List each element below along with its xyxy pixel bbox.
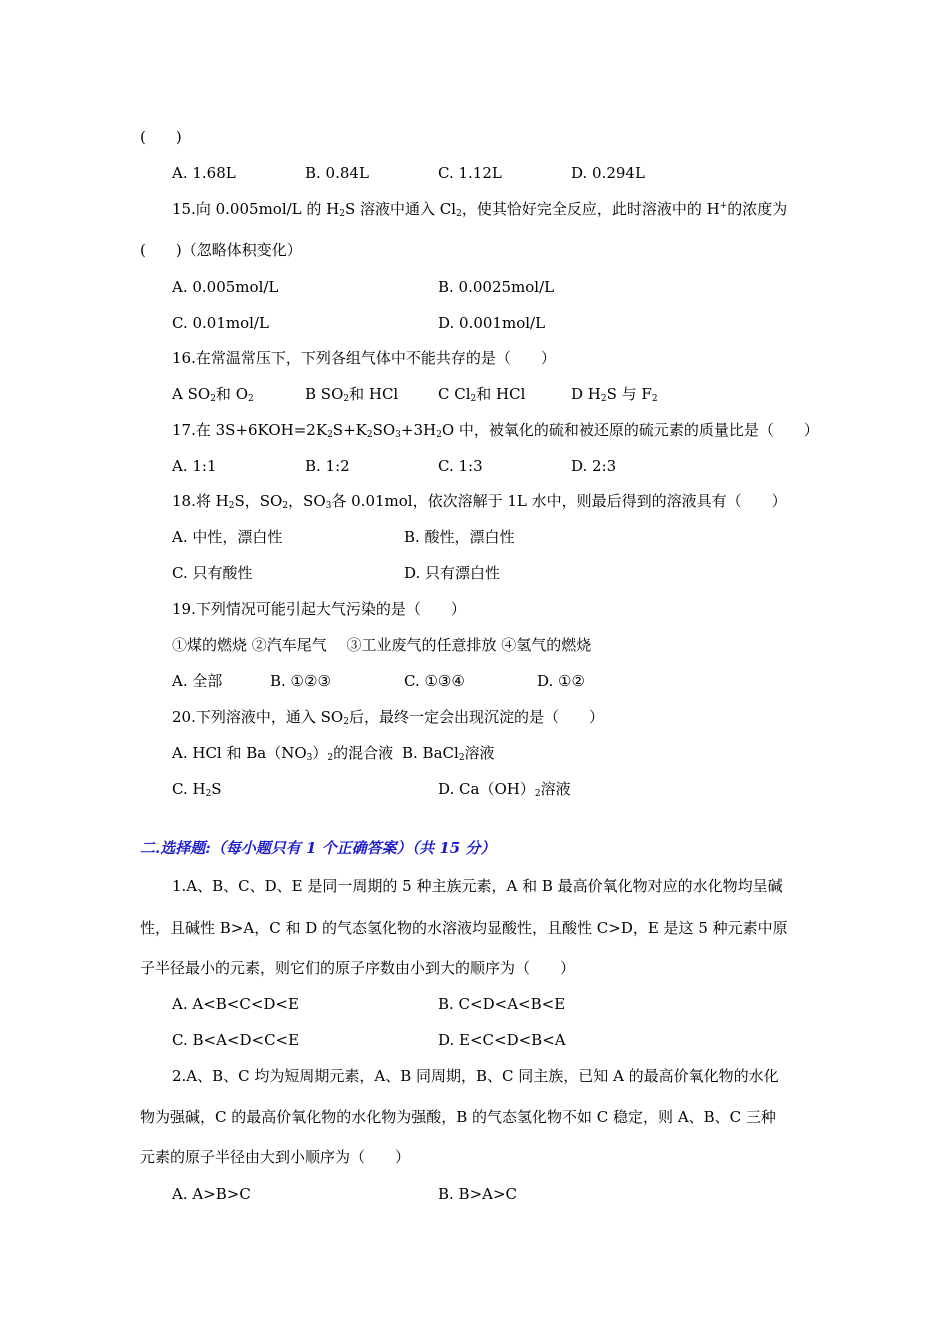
q19-option-c: C. ①③④ xyxy=(404,672,465,690)
q19-stem: 19.下列情况可能引起大气污染的是（ ） xyxy=(172,600,466,618)
q17-stem: 17.在 $3S+6KOH=2K_2S+K_2SO_3+3H_2O$ 中，被氧化的硫和被还原的硫元素的质量比是（ ） xyxy=(172,421,819,440)
q20-option-a: A. HCl 和 $Ba(NO_3)_2$的混合液 xyxy=(172,744,394,763)
s2-q2-option-a: A. A>B>C xyxy=(172,1185,251,1203)
q15-option-d: D. 0.001mol/L xyxy=(438,314,546,332)
q16-option-d: D $H_2S$ 与 $F_2$ xyxy=(571,385,658,404)
s2-q1-option-c: C. B<A<D<C<E xyxy=(172,1031,300,1049)
q17-option-b: B. 1:2 xyxy=(305,457,350,475)
s2-q2-line3: 元素的原子半径由大到小顺序为（ ） xyxy=(140,1148,411,1166)
q17-option-a: A. 1:1 xyxy=(172,457,217,475)
q17-option-c: C. 1:3 xyxy=(438,457,483,475)
q19-option-d: D. ①② xyxy=(537,672,585,690)
s2-q2-line1: 2.A、B、C 均为短周期元素，A、B 同周期，B、C 同主族，已知 A 的最高价氧化物的水化 xyxy=(172,1067,779,1085)
q15-option-a: A. 0.005mol/L xyxy=(172,278,279,296)
q14-answer-blank: ( ) xyxy=(140,128,182,146)
q20-option-d: D. $Ca(OH)_2$溶液 xyxy=(438,780,571,799)
q19-option-a: A. 全部 xyxy=(172,672,223,690)
q19-items: ①煤的燃烧 ②汽车尾气 ③工业废气的任意排放 ④氢气的燃烧 xyxy=(172,636,592,654)
section-2-heading: 二.选择题:（每小题只有 1 个正确答案）（共 15 分） xyxy=(140,839,496,857)
q18-option-c: C. 只有酸性 xyxy=(172,564,253,582)
q16-option-b: B $SO_2$和 HCl xyxy=(305,385,399,404)
q15-stem: 15.向 0.005mol/L 的 $H_2S$ 溶液中通入 $Cl_2$，使其恰好完全反应，此时溶液中的 H+的浓度为 xyxy=(172,200,788,219)
q18-option-d: D. 只有漂白性 xyxy=(404,564,501,582)
q20-option-b: B. BaCl$_2$溶液 xyxy=(402,744,495,763)
q14-option-d: D. 0.294L xyxy=(571,164,645,182)
q14-option-a: A. 1.68L xyxy=(172,164,236,182)
s2-q2-line2: 物为强碱，C 的最高价氧化物的水化物为强酸，B 的气态氢化物不如 C 稳定，则 A、B、C 三种 xyxy=(140,1108,776,1126)
q15-option-b: B. 0.0025mol/L xyxy=(438,278,555,296)
q17-option-d: D. 2:3 xyxy=(571,457,617,475)
q16-option-c: C $Cl_2$和 HCl xyxy=(438,385,526,404)
q18-option-a: A. 中性，漂白性 xyxy=(172,528,283,546)
s2-q2-option-b: B. B>A>C xyxy=(438,1185,518,1203)
s2-q1-line1: 1.A、B、C、D、E 是同一周期的 5 种主族元素，A 和 B 最高价氧化物对应的水化物均呈碱 xyxy=(172,877,783,895)
q18-option-b: B. 酸性，漂白性 xyxy=(404,528,515,546)
s2-q1-option-b: B. C<D<A<B<E xyxy=(438,995,566,1013)
s2-q1-line3: 子半径最小的元素，则它们的原子序数由小到大的顺序为（ ） xyxy=(140,959,576,977)
q16-option-a: A $SO_2$和 $O_2$ xyxy=(172,385,254,404)
q14-option-c: C. 1.12L xyxy=(438,164,502,182)
q15-stem-line2: ( )（忽略体积变化） xyxy=(140,241,302,259)
q16-stem: 16.在常温常压下，下列各组气体中不能共存的是（ ） xyxy=(172,349,556,367)
s2-q1-option-d: D. E<C<D<B<A xyxy=(438,1031,566,1049)
q19-option-b: B. ①②③ xyxy=(270,672,331,690)
s2-q1-option-a: A. A<B<C<D<E xyxy=(172,995,299,1013)
q20-stem: 20.下列溶液中，通入 $SO_2$后，最终一定会出现沉淀的是（ ） xyxy=(172,708,604,727)
q20-option-c: C. $H_2S$ xyxy=(172,780,222,799)
s2-q1-line2: 性，且碱性 B>A，C 和 D 的气态氢化物的水溶液均显酸性，且酸性 C>D，E 是这 5 种元素中原 xyxy=(140,919,788,937)
q18-stem: 18.将 $H_2S$，$SO_2$，$SO_3$各 0.01mol，依次溶解于 1L 水中，则最后得到的溶液具有（ ） xyxy=(172,492,787,511)
q14-option-b: B. 0.84L xyxy=(305,164,369,182)
q15-option-c: C. 0.01mol/L xyxy=(172,314,269,332)
